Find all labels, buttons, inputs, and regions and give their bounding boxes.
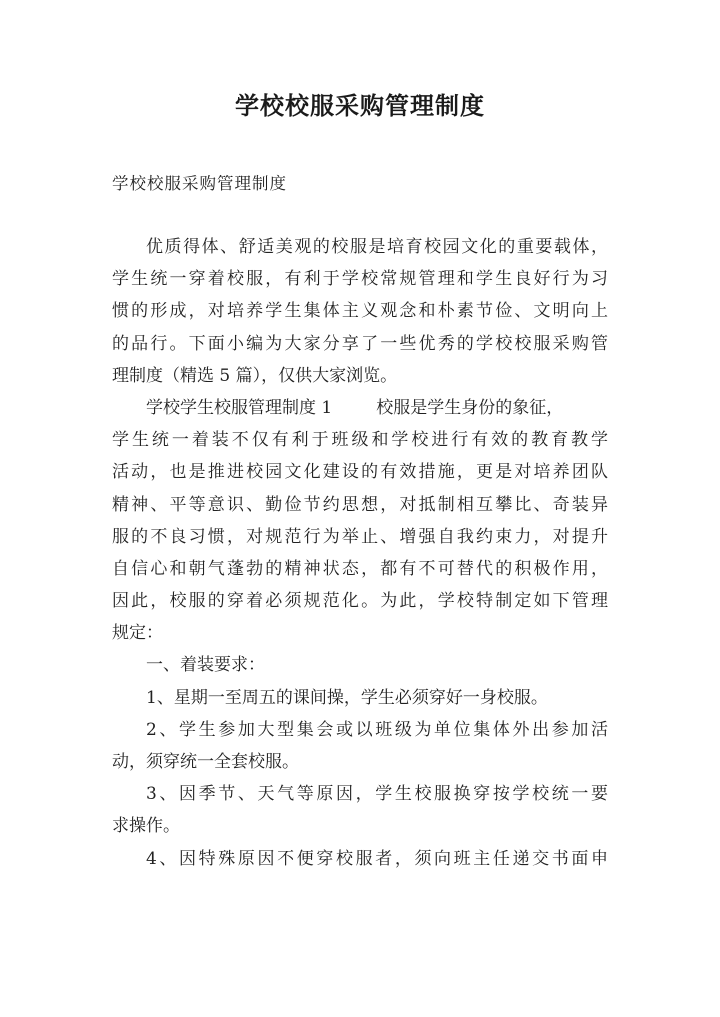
text-line: 的品行。下面小编为大家分享了一些优秀的学校校服采购管 — [112, 333, 608, 354]
document-title: 学校校服采购管理制度 — [235, 91, 485, 120]
text-line: 求操作。 — [112, 816, 180, 837]
text-line-list-item: 1、星期一至周五的课间操，学生必须穿好一身校服。 — [146, 687, 548, 708]
document-body — [112, 231, 608, 875]
text-line-list-item: 4、因特殊原因不便穿校服者，须向班主任递交书面申 — [146, 848, 608, 869]
text-line-section-heading — [112, 392, 608, 424]
text-line-list-heading: 一、着装要求： — [146, 655, 265, 676]
document-subtitle: 学校校服采购管理制度 — [112, 174, 287, 193]
section-lead-text: 校服是学生身份的象征， — [376, 397, 564, 418]
text-line: 规定： — [112, 623, 163, 644]
text-line: 活动，也是推进校园文化建设的有效措施，更是对培养团队 — [112, 462, 608, 483]
text-line-list-item: 2、学生参加大型集会或以班级为单位集体外出参加活 — [146, 719, 608, 740]
section-heading: 学校学生校服管理制度 1 — [146, 397, 333, 418]
text-line: 优质得体、舒适美观的校服是培育校园文化的重要载体， — [146, 237, 608, 257]
text-line: 惯的形成，对培养学生集体主义观念和朴素节俭、文明向上 — [112, 301, 608, 322]
text-line: 理制度（精选 5 篇），仅供大家浏览。 — [112, 365, 398, 386]
text-line: 因此，校服的穿着必须规范化。为此，学校特制定如下管理 — [112, 591, 608, 612]
text-line-list-item: 3、因季节、天气等原因，学生校服换穿按学校统一要 — [146, 784, 608, 805]
text-line: 服的不良习惯，对规范行为举止、增强自我约束力，对提升 — [112, 526, 608, 547]
text-line: 学生统一穿着校服，有利于学校常规管理和学生良好行为习 — [112, 269, 608, 290]
text-line: 学生统一着装不仅有利于班级和学校进行有效的教育教学 — [112, 430, 608, 451]
text-line: 精神、平等意识、勤俭节约思想，对抵制相互攀比、奇装异 — [112, 494, 608, 515]
text-line: 自信心和朝气蓬勃的精神状态，都有不可替代的积极作用， — [112, 558, 608, 579]
text-line: 动，须穿统一全套校服。 — [112, 752, 299, 772]
